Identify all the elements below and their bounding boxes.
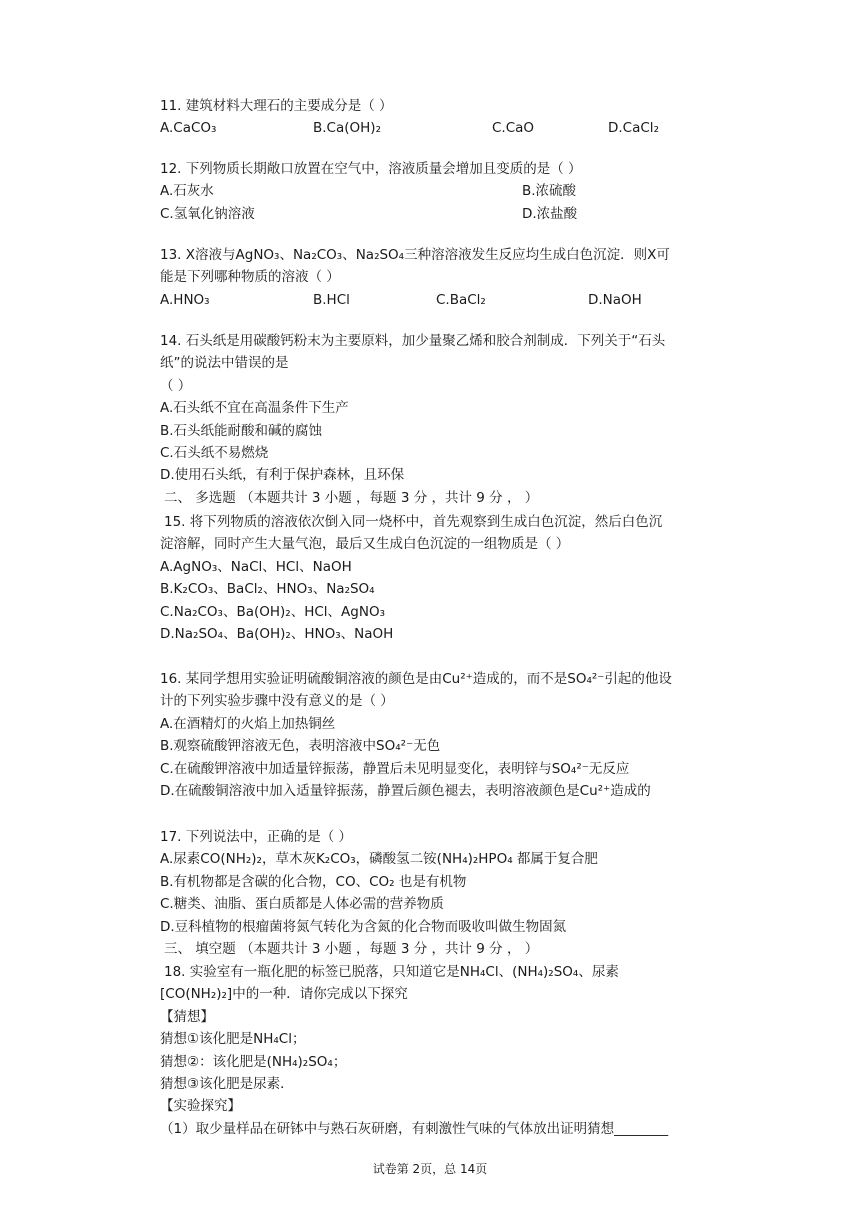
- question-14: [160, 330, 735, 509]
- question-13: [160, 244, 735, 311]
- option-d: D.使用石头纸，有利于保护森林，且环保: [160, 467, 405, 484]
- option-c: C.在硫酸钾溶液中加适量锌振荡，静置后未见明显变化，表明锌与SO₄²⁻无反应: [160, 760, 630, 777]
- question-stem-cont: 淀溶解，同时产生大量气泡，最后又生成白色沉淀的一组物质是（ ）: [160, 536, 570, 553]
- page-footer: 试卷第 2页，总 14页: [372, 1162, 488, 1176]
- question-15: [160, 511, 735, 645]
- option-d: D.浓盐酸: [522, 205, 578, 222]
- option-d: D.Na₂SO₄、Ba(OH)₂、HNO₃、NaOH: [160, 625, 394, 642]
- option-d: D.NaOH: [588, 291, 642, 308]
- option-a: A.HNO₃: [160, 291, 210, 308]
- experiment-heading: 【实验探究】: [160, 1098, 241, 1115]
- option-a: A.在酒精灯的火焰上加热铜丝: [160, 715, 336, 732]
- option-b: B.石头纸能耐酸和碱的腐蚀: [160, 422, 323, 439]
- option-c: C.糖类、油脂、蛋白质都是人体必需的营养物质: [160, 896, 444, 913]
- option-c: C.BaCl₂: [436, 291, 486, 308]
- section-heading-fill: 三、 填空题 （本题共计 3 小题 ，每题 3 分 ，共计 9 分 ， ）: [164, 940, 539, 957]
- option-a: A.CaCO₃: [160, 120, 217, 137]
- question-stem-cont: 纸”的说法中错误的是: [160, 355, 289, 372]
- question-stem-cont: [CO(NH₂)₂]中的一种．请你完成以下探究: [160, 986, 408, 1003]
- question-16: [160, 668, 735, 802]
- question-stem: 11. 建筑材料大理石的主要成分是（ ）: [160, 98, 393, 114]
- question-stem-cont: 计的下列实验步骤中没有意义的是（ ）: [160, 693, 394, 710]
- option-a: A.AgNO₃、NaCl、HCl、NaOH: [160, 558, 352, 575]
- question-17: [160, 826, 735, 960]
- option-b: B.HCl: [313, 291, 350, 308]
- question-12: [160, 158, 735, 225]
- option-b: B.Ca(OH)₂: [313, 120, 381, 137]
- guess-1: 猜想①该化肥是NH₄Cl；: [160, 1031, 306, 1048]
- option-a: A.尿素CO(NH₂)₂，草木灰K₂CO₃，磷酸氢二铵(NH₄)₂HPO₄ 都属于复合肥: [160, 851, 598, 868]
- question-18: [160, 961, 735, 1140]
- question-stem: 17. 下列说法中，正确的是（ ）: [160, 829, 353, 845]
- option-a: A.石头纸不宜在高温条件下生产: [160, 400, 349, 417]
- option-d: D.豆科植物的根瘤菌将氮气转化为含氮的化合物而吸收叫做生物固氮: [160, 918, 567, 935]
- option-b: B.观察硫酸钾溶液无色，表明溶液中SO₄²⁻无色: [160, 738, 441, 755]
- option-row: [160, 289, 735, 311]
- guess-3: 猜想③该化肥是尿素．: [160, 1075, 294, 1092]
- question-stem: 12. 下列物质长期敞口放置在空气中，溶液质量会增加且变质的是（ ）: [160, 161, 582, 177]
- question-stem-cont: 能是下列哪种物质的溶液（ ）: [160, 269, 340, 286]
- option-d: D.CaCl₂: [608, 120, 659, 137]
- option-a: A.石灰水: [160, 183, 214, 200]
- answer-paren: （ ）: [160, 377, 192, 394]
- question-stem: 18. 实验室有一瓶化肥的标签已脱落，只知道它是NH₄Cl、(NH₄)₂SO₄、尿素: [164, 964, 619, 980]
- question-11: [160, 95, 735, 140]
- option-c: C.石头纸不易燃烧: [160, 444, 269, 461]
- guess-2: 猜想②：该化肥是(NH₄)₂SO₄；: [160, 1053, 347, 1070]
- option-b: B.浓硫酸: [522, 183, 577, 200]
- option-row: [160, 203, 735, 225]
- question-stem: 13. X溶液与AgNO₃、Na₂CO₃、Na₂SO₄三种溶溶液发生反应均生成白色沉淀．则X可: [160, 247, 670, 263]
- option-c: C.Na₂CO₃、Ba(OH)₂、HCl、AgNO₃: [160, 603, 385, 620]
- question-stem: 15. 将下列物质的溶液依次倒入同一烧杯中，首先观察到生成白色沉淀，然后白色沉: [164, 514, 663, 530]
- option-b: B.K₂CO₃、BaCl₂、HNO₃、Na₂SO₄: [160, 581, 375, 598]
- option-b: B.有机物都是含碳的化合物，CO、CO₂ 也是有机物: [160, 873, 467, 890]
- option-row: [160, 117, 735, 139]
- option-row: [160, 180, 735, 202]
- section-heading-multi: 二、 多选题 （本题共计 3 小题 ，每题 3 分 ，共计 9 分 ， ）: [164, 489, 539, 506]
- question-stem: 14. 石头纸是用碳酸钙粉末为主要原料，加少量聚乙烯和胶合剂制成．下列关于“石头: [160, 333, 666, 349]
- option-d: D.在硫酸铜溶液中加入适量锌振荡，静置后颜色褪去，表明溶液颜色是Cu²⁺造成的: [160, 782, 651, 799]
- question-stem: 16. 某同学想用实验证明硫酸铜溶液的颜色是由Cu²⁺造成的，而不是SO₄²⁻引起的他设: [160, 671, 672, 687]
- guess-heading: 【猜想】: [160, 1008, 214, 1025]
- experiment-step-1: （1）取少量样品在研钵中与熟石灰研磨，有刺激性气味的气体放出证明猜想________: [160, 1120, 669, 1137]
- option-c: C.CaO: [492, 120, 535, 137]
- option-c: C.氢氧化钠溶液: [160, 205, 255, 222]
